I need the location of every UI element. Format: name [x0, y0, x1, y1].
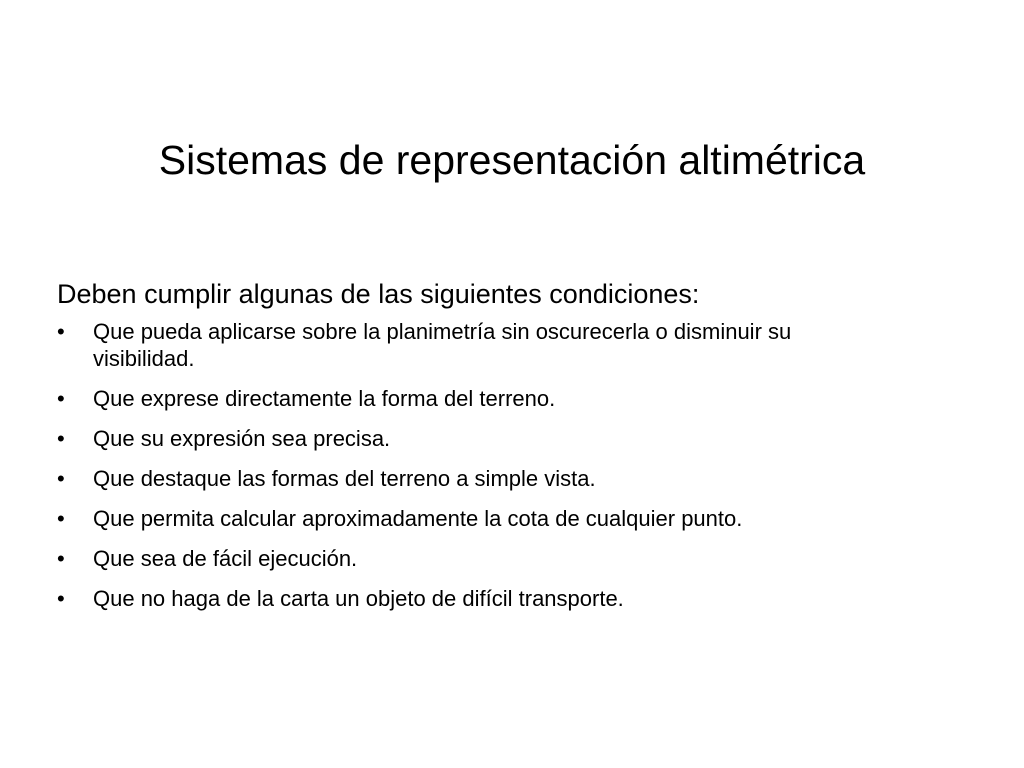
condition-text: Que no haga de la carta un objeto de difícil transporte.	[93, 586, 624, 611]
intro-text: Deben cumplir algunas de las siguientes condiciones:	[57, 279, 700, 309]
condition-text: Que su expresión sea precisa.	[93, 426, 391, 451]
condition-item	[57, 318, 853, 372]
condition-item	[57, 465, 957, 492]
bullet-marker: •	[57, 319, 65, 344]
condition-item	[57, 585, 957, 612]
condition-text: Que destaque las formas del terreno a simple vista.	[93, 466, 596, 491]
condition-text: Que pueda aplicarse sobre la planimetría sin oscurecerla o disminuir su visibilidad.	[93, 319, 792, 371]
bullet-marker: •	[57, 506, 65, 531]
condition-text: Que exprese directamente la forma del terreno.	[93, 386, 556, 411]
condition-text: Que sea de fácil ejecución.	[93, 546, 358, 571]
condition-item	[57, 425, 957, 452]
bullet-marker: •	[57, 586, 65, 611]
condition-item	[57, 545, 957, 572]
condition-text: Que permita calcular aproximadamente la cota de cualquier punto.	[93, 506, 743, 531]
slide-title: Sistemas de representación altimétrica	[158, 137, 866, 183]
bullet-marker: •	[57, 426, 65, 451]
bullet-marker: •	[57, 386, 65, 411]
bullet-marker: •	[57, 546, 65, 571]
bullet-marker: •	[57, 466, 65, 491]
condition-item	[57, 505, 957, 532]
condition-list	[57, 318, 957, 625]
condition-item	[57, 385, 957, 412]
